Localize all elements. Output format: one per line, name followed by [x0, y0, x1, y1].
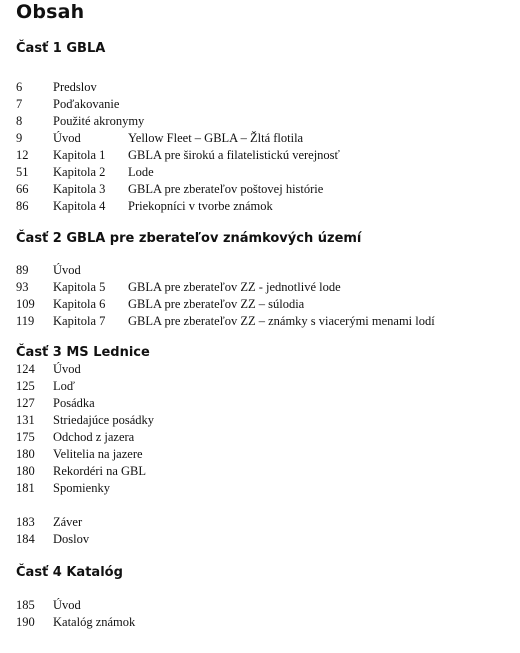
page-number: 175	[16, 430, 35, 444]
entry-label: Posádka	[53, 396, 95, 410]
part-4-heading: Časť 4 Katalóg	[16, 565, 123, 580]
page-number: 184	[16, 532, 35, 546]
entry-label: Kapitola 2	[53, 165, 106, 179]
page-number: 9	[16, 131, 23, 145]
page-number: 131	[16, 413, 35, 427]
page-number: 7	[16, 97, 23, 111]
page-number: 180	[16, 464, 35, 478]
part-1-heading: Časť 1 GBLA	[16, 41, 106, 56]
entry-label: Striedajúce posádky	[53, 413, 155, 427]
entry-label: Spomienky	[53, 481, 110, 495]
part-2-heading: Časť 2 GBLA pre zberateľov známkových území	[16, 231, 362, 246]
entry-label: Úvod	[53, 263, 81, 277]
page-number: 127	[16, 396, 35, 410]
entry-label: Úvod	[53, 131, 81, 145]
entry-label: Doslov	[53, 532, 90, 546]
entry-label: Kapitola 3	[53, 182, 106, 196]
entry-description: Lode	[128, 165, 154, 179]
page-number: 119	[16, 314, 35, 328]
page-number: 125	[16, 379, 35, 393]
entry-label: Úvod	[53, 362, 81, 376]
page-number: 8	[16, 114, 23, 128]
entry-label: Kapitola 4	[53, 199, 106, 213]
page-number: 185	[16, 598, 35, 612]
page-number: 93	[16, 280, 29, 294]
page-number: 124	[16, 362, 35, 376]
entry-label: Záver	[53, 515, 83, 529]
page-number: 51	[16, 165, 29, 179]
entry-label: Katalóg známok	[53, 615, 136, 629]
entry-label: Použité akronymy	[53, 114, 145, 128]
entry-description: GBLA pre zberateľov ZZ – súlodia	[128, 297, 305, 311]
page-number: 183	[16, 515, 35, 529]
entry-description: GBLA pre zberateľov poštovej histórie	[128, 182, 324, 196]
entry-label: Odchod z jazera	[53, 430, 135, 444]
page-title: Obsah	[16, 1, 85, 23]
entry-description: Yellow Fleet – GBLA – Žltá flotila	[128, 131, 304, 145]
page-number: 6	[16, 80, 23, 94]
entry-label: Kapitola 1	[53, 148, 106, 162]
entry-label: Úvod	[53, 598, 81, 612]
entry-label: Kapitola 5	[53, 280, 106, 294]
entry-label: Loď	[53, 379, 75, 393]
page-number: 181	[16, 481, 35, 495]
part-3-heading: Časť 3 MS Lednice	[16, 345, 150, 360]
page-number: 109	[16, 297, 35, 311]
entry-label: Kapitola 6	[53, 297, 106, 311]
entry-description: GBLA pre zberateľov ZZ – známky s viacerými menami lodí	[128, 314, 435, 328]
page-number: 12	[16, 148, 29, 162]
entry-label: Predslov	[53, 80, 97, 94]
entry-description: GBLA pre zberateľov ZZ - jednotlivé lode	[128, 280, 341, 294]
page-number: 190	[16, 615, 35, 629]
entry-label: Kapitola 7	[53, 314, 106, 328]
entry-description: GBLA pre širokú a filatelistickú verejnosť	[128, 148, 340, 162]
entry-label: Poďakovanie	[53, 97, 120, 111]
entry-label: Velitelia na jazere	[53, 447, 143, 461]
page-number: 180	[16, 447, 35, 461]
page-number: 86	[16, 199, 29, 213]
page-number: 66	[16, 182, 29, 196]
entry-label: Rekordéri na GBL	[53, 464, 147, 478]
entry-description: Priekopníci v tvorbe známok	[128, 199, 273, 213]
page-number: 89	[16, 263, 29, 277]
